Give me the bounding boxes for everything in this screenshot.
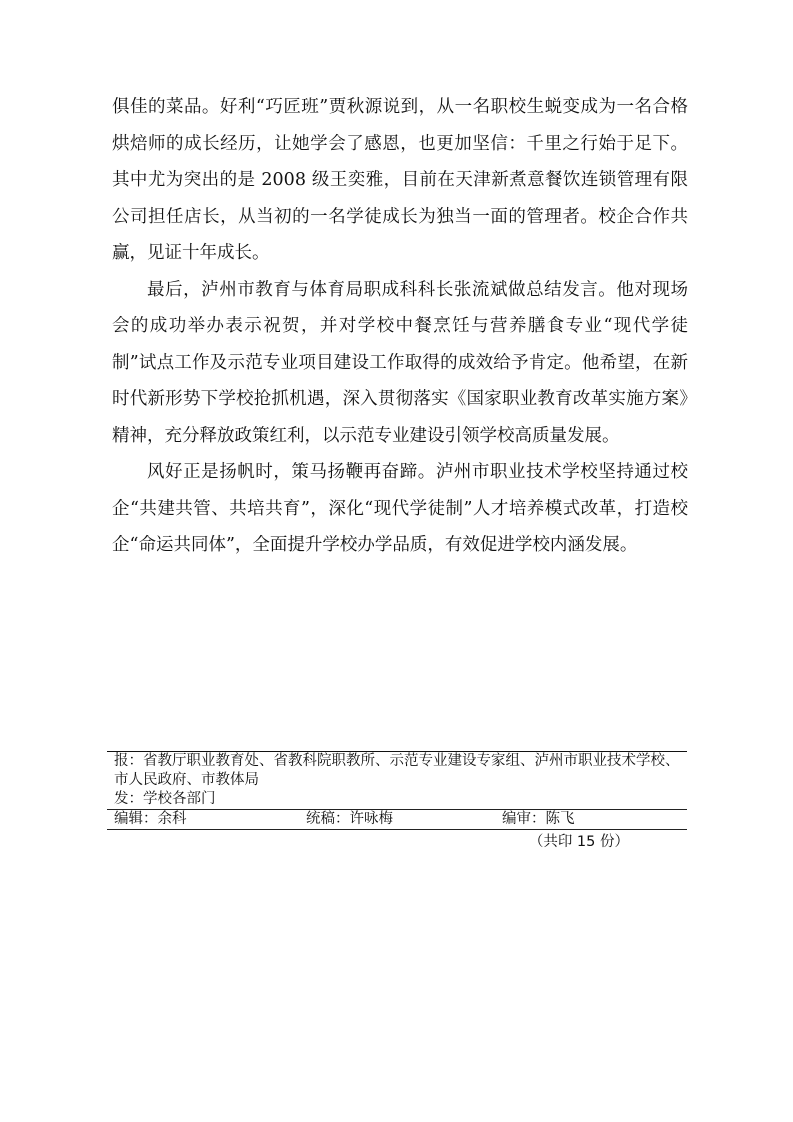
reviewer-label: 编审：陈飞 [502,811,575,827]
paragraph-summary-speech: 最后，泸州市教育与体育局职成科科长张流斌做总结发言。他对现场会的成功举办表示祝贺，并对学校中餐烹饪与营养膳食专业“现代学徒制”试点工作及示范专业项目建设工作取得的成效给予肯定。他希望，在新时代新形势下学校抢抓机遇，深入贯彻落实《国家职业教育改革实施方案》精神，充分释放政策红利，以示范专业建设引领学校高质量发展。 [112,279,688,446]
paragraph-continued: 俱佳的菜品。好利“巧匠班”贾秋源说到，从一名职校生蜕变成为一名合格烘焙师的成长经历，让她学会了感恩，也更加坚信：千里之行始于足下。其中尤为突出的是 2008 级王奕雅，目前在天津新煮意餐饮连锁管理有限公司担任店长，从当初的一名学徒成长为独当一面的管理者。校企合作共赢，见证十年成长。 [112,97,688,263]
editors-line [107,810,687,829]
paragraph-conclusion: 风好正是扬帆时，策马扬鞭再奋蹄。泸州市职业技术学校坚持通过校企“共建共管、共培共育”，深化“现代学徒制”人才培养模式改革，打造校企“命运共同体”，全面提升学校办学品质，有效促进学校内涵发展。 [112,462,688,555]
distribute-to-line: 发：学校各部门 [114,791,216,807]
report-to-line: 报：省教厅职业教育处、省教科院职教所、示范专业建设专家组、泸州市职业技术学校、市人民政府、市教体局 [114,753,680,788]
copies-count: （共印 15 份） [528,834,629,850]
editor-label: 编辑：余科 [114,811,187,827]
compiler-label: 统稿：许咏梅 [306,811,393,827]
distribution-footer [107,751,687,854]
article-body [112,89,688,564]
